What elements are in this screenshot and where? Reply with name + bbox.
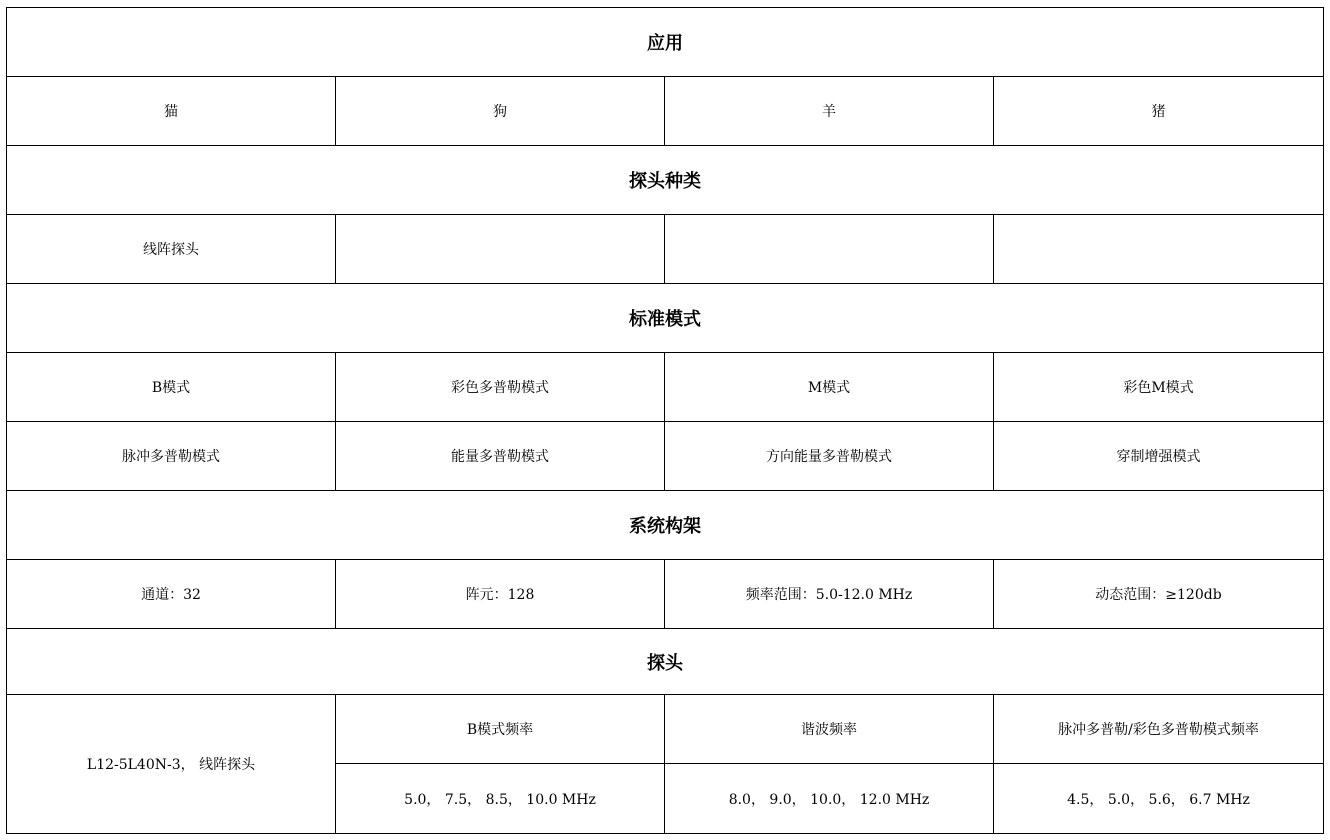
probe-type-cell — [665, 215, 994, 284]
section-title-system-architecture: 系统构架 — [7, 491, 1324, 560]
application-cell-sheep: 羊 — [665, 77, 994, 146]
probe-header-doppler-frequency: 脉冲多普勒/彩色多普勒模式频率 — [994, 695, 1324, 764]
probe-type-cell: 线阵探头 — [7, 215, 336, 284]
architecture-cell-frequency-range: 频率范围：5.0-12.0 MHz — [665, 560, 994, 629]
section-title-probe-types: 探头种类 — [7, 146, 1324, 215]
section-row-standard-modes — [7, 284, 1324, 353]
section-title-application: 应用 — [7, 8, 1324, 77]
architecture-cell-channels: 通道：32 — [7, 560, 336, 629]
probe-header-b-mode-frequency: B模式频率 — [336, 695, 665, 764]
probe-value-harmonic-frequency: 8.0， 9.0， 10.0， 12.0 MHz — [665, 764, 994, 834]
application-cell-dog: 狗 — [336, 77, 665, 146]
probe-type-cell — [336, 215, 665, 284]
probe-type-cell — [994, 215, 1324, 284]
mode-cell: 彩色多普勒模式 — [336, 353, 665, 422]
section-row-probe — [7, 629, 1324, 695]
application-cell-cat: 猫 — [7, 77, 336, 146]
probe-types-row — [7, 215, 1324, 284]
mode-cell: 方向能量多普勒模式 — [665, 422, 994, 491]
section-title-standard-modes: 标准模式 — [7, 284, 1324, 353]
mode-cell: 穿制增强模式 — [994, 422, 1324, 491]
application-cell-pig: 猪 — [994, 77, 1324, 146]
section-row-application — [7, 8, 1324, 77]
mode-cell: 脉冲多普勒模式 — [7, 422, 336, 491]
section-title-probe: 探头 — [7, 629, 1324, 695]
section-row-system-architecture — [7, 491, 1324, 560]
architecture-cell-elements: 阵元：128 — [336, 560, 665, 629]
section-row-probe-types — [7, 146, 1324, 215]
mode-cell: 能量多普勒模式 — [336, 422, 665, 491]
spec-table — [6, 7, 1324, 834]
probe-model-cell: L12-5L40N-3， 线阵探头 — [7, 695, 336, 834]
probe-header-row — [7, 695, 1324, 764]
architecture-cell-dynamic-range: 动态范围：≥120db — [994, 560, 1324, 629]
architecture-row — [7, 560, 1324, 629]
probe-value-doppler-frequency: 4.5， 5.0， 5.6， 6.7 MHz — [994, 764, 1324, 834]
probe-value-b-mode-frequency: 5.0， 7.5， 8.5， 10.0 MHz — [336, 764, 665, 834]
application-row — [7, 77, 1324, 146]
modes-row — [7, 353, 1324, 422]
mode-cell: M模式 — [665, 353, 994, 422]
mode-cell: 彩色M模式 — [994, 353, 1324, 422]
probe-header-harmonic-frequency: 谐波频率 — [665, 695, 994, 764]
mode-cell: B模式 — [7, 353, 336, 422]
modes-row — [7, 422, 1324, 491]
